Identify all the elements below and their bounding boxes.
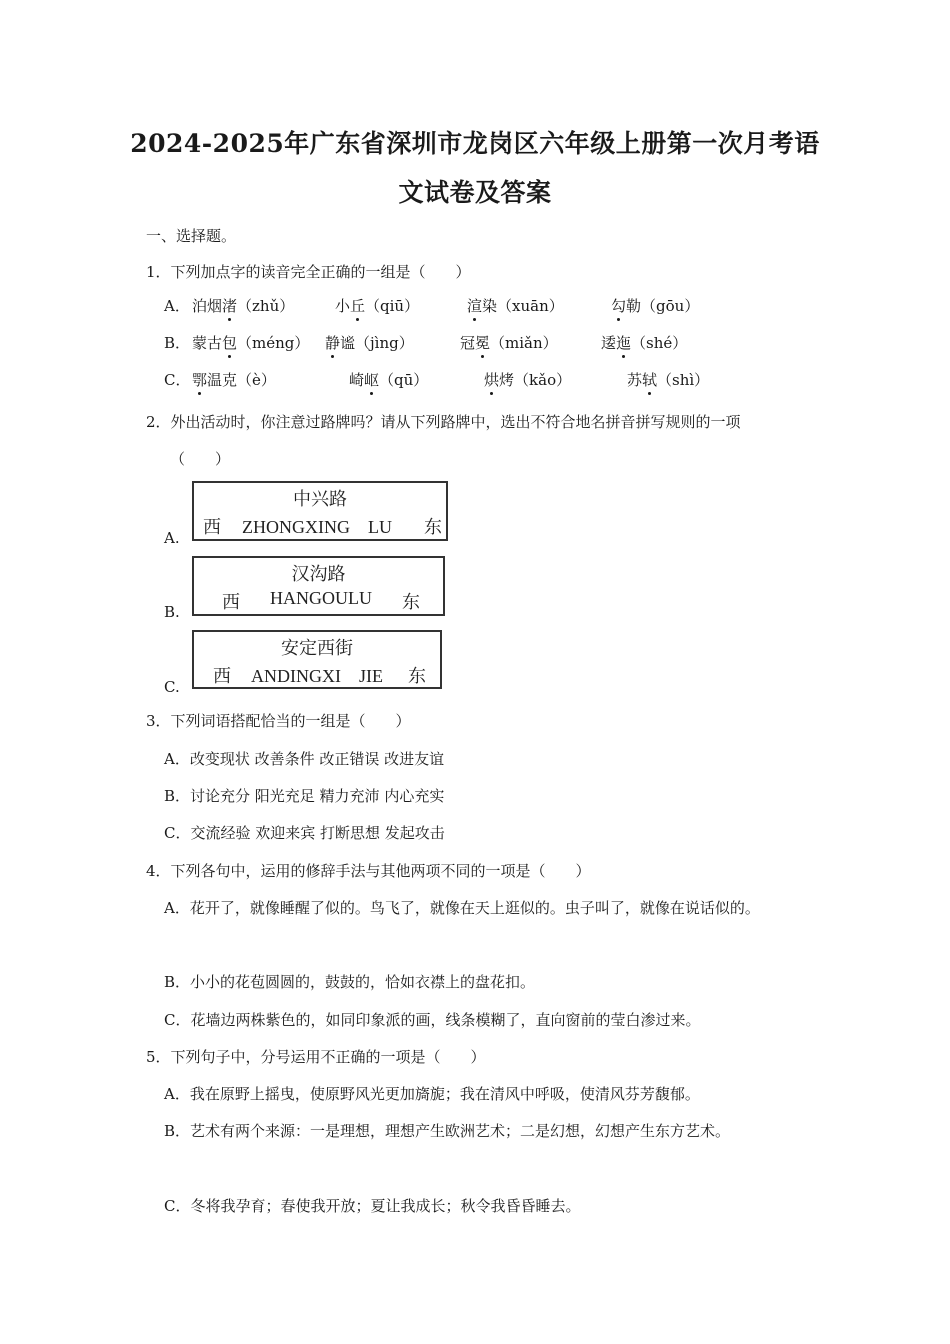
- q1-option-a-label: A．: [164, 297, 190, 315]
- q1-option-c-item1: 鄂温克（è）: [192, 371, 276, 389]
- q4-option-a: A．花开了，就像睡醒了似的。鸟飞了，就像在天上逛似的。虫子叫了，就像在说话似的。: [164, 899, 760, 917]
- q1-option-b-item4: 逶迤（shé）: [601, 334, 688, 352]
- road-sign-c-chinese: 安定西街: [281, 638, 353, 658]
- question-3-stem: 3．下列词语搭配恰当的一组是（ ）: [146, 712, 411, 730]
- q5-option-b: B．艺术有两个来源：一是理想，理想产生欧洲艺术；二是幻想，幻想产生东方艺术。: [164, 1122, 731, 1140]
- q1-option-b-label: B．: [164, 334, 191, 352]
- q1-option-a-item4: 勾勒（gōu）: [611, 297, 700, 315]
- road-sign-c-pinyin: ANDINGXI JIE: [251, 666, 383, 686]
- q2-option-b-label: B.: [164, 603, 180, 621]
- q1-option-c-item2: 崎岖（qū）: [349, 371, 429, 389]
- road-sign-a: [192, 481, 448, 541]
- q1-option-b-item3: 冠冕（miǎn）: [460, 334, 558, 352]
- road-sign-a-east: 东: [424, 517, 442, 537]
- question-1-stem: 1．下列加点字的读音完全正确的一组是（ ）: [146, 263, 471, 281]
- q1-option-c-item3: 烘烤（kǎo）: [484, 371, 572, 389]
- road-sign-b-east: 东: [402, 592, 420, 612]
- page-title-line2: 文试卷及答案: [398, 178, 552, 207]
- q2-option-c-label: C.: [164, 678, 180, 696]
- road-sign-c-east: 东: [408, 666, 426, 686]
- q5-option-a: A．我在原野上摇曳，使原野风光更加旖旎；我在清风中呼吸，使清风芬芳馥郁。: [164, 1085, 700, 1103]
- q3-option-b: B．讨论充分 阳光充足 精力充沛 内心充实: [164, 787, 445, 805]
- road-sign-c: [192, 630, 442, 689]
- question-2-stem: 2．外出活动时，你注意过路牌吗？请从下列路牌中，选出不符合地名拼音拼写规则的一项: [146, 413, 741, 431]
- q2-option-a-label: A.: [164, 529, 180, 547]
- q1-option-b-item1: 蒙古包（méng）: [192, 334, 310, 352]
- road-sign-a-west: 西: [203, 517, 221, 537]
- q3-option-c: C．交流经验 欢迎来宾 打断思想 发起攻击: [164, 824, 445, 842]
- q1-option-a-item1: 泊烟渚（zhǔ）: [192, 297, 295, 315]
- road-sign-b: [192, 556, 445, 616]
- road-sign-b-pinyin: HANGOULU: [270, 588, 372, 608]
- q1-option-b-item2: 静谧（jìng）: [325, 334, 414, 352]
- section-heading: 一、选择题。: [146, 227, 237, 245]
- q1-option-a-item3: 渲染（xuān）: [467, 297, 564, 315]
- road-sign-a-chinese: 中兴路: [293, 489, 347, 509]
- page-title-line1: 2024-2025年广东省深圳市龙岗区六年级上册第一次月考语: [130, 129, 820, 158]
- question-5-stem: 5．下列句子中，分号运用不正确的一项是（ ）: [146, 1048, 486, 1066]
- question-4-stem: 4．下列各句中，运用的修辞手法与其他两项不同的一项是（ ）: [146, 862, 591, 880]
- road-sign-b-chinese: 汉沟路: [291, 564, 346, 584]
- road-sign-a-pinyin: ZHONGXING LU: [242, 517, 392, 537]
- q5-option-c: C．冬将我孕育；春使我开放；夏让我成长；秋令我昏昏睡去。: [164, 1197, 581, 1215]
- q1-option-c-item4: 苏轼（shì）: [627, 371, 710, 389]
- road-sign-c-west: 西: [213, 666, 231, 686]
- q4-option-c: C．花墙边两株紫色的，如同印象派的画，线条模糊了，直向窗前的莹白渗过来。: [164, 1011, 701, 1029]
- question-2-paren: （ ）: [170, 450, 231, 468]
- q3-option-a: A．改变现状 改善条件 改正错误 改进友谊: [164, 750, 445, 768]
- q1-option-c-label: C．: [164, 371, 191, 389]
- q1-option-a-item2: 小丘（qiū）: [335, 297, 420, 315]
- q4-option-b: B．小小的花苞圆圆的，鼓鼓的，恰如衣襟上的盘花扣。: [164, 973, 536, 991]
- road-sign-b-west: 西: [222, 592, 240, 612]
